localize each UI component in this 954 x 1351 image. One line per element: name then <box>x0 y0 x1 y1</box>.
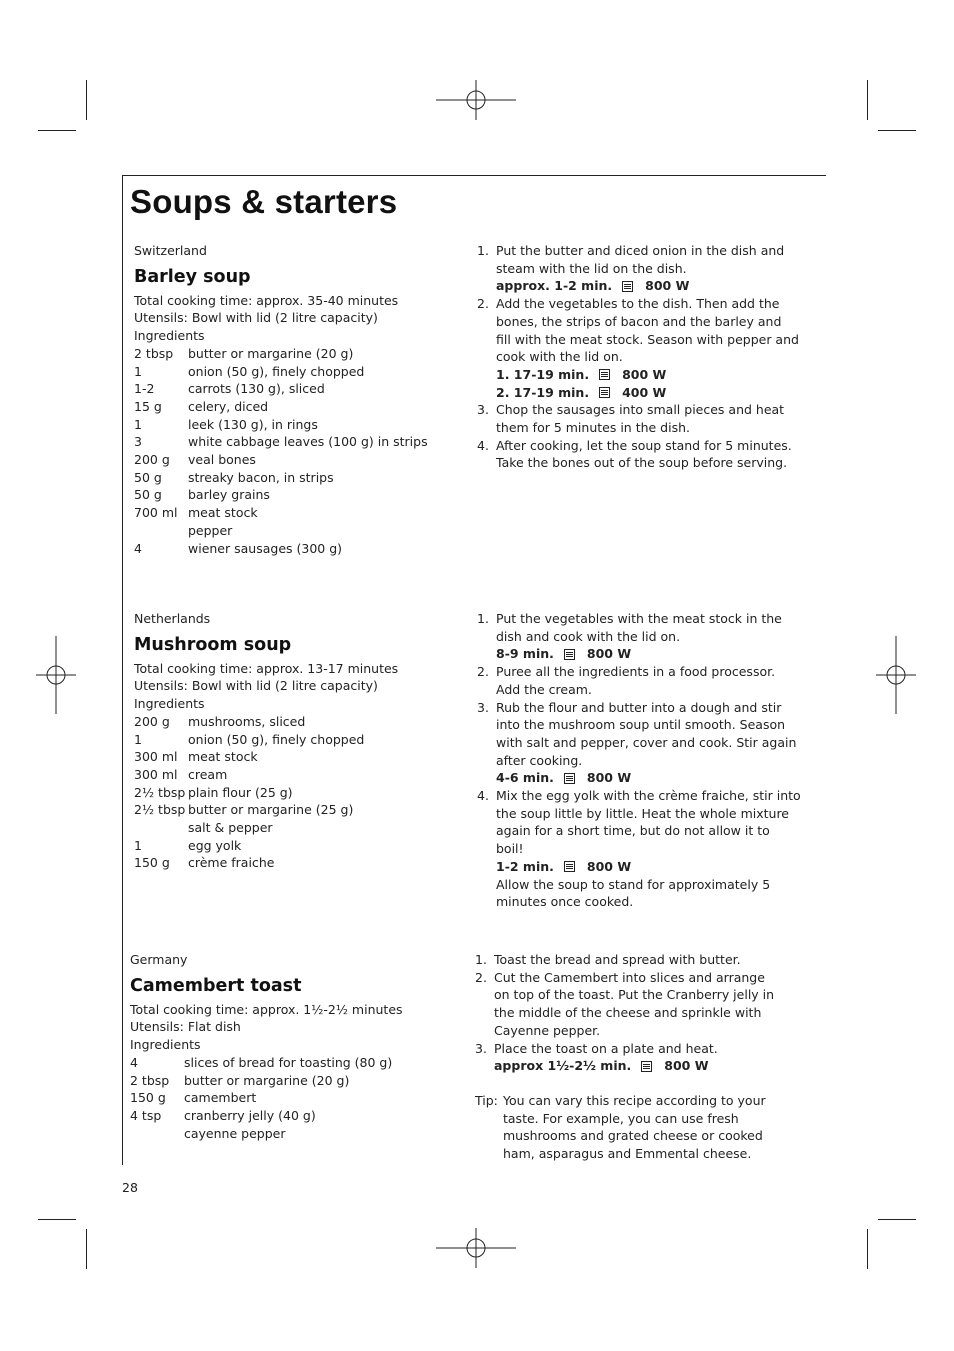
step-body <box>496 242 799 295</box>
power-setting <box>496 645 801 663</box>
ingredient-name: slices of bread for toasting (80 g) <box>184 1054 393 1070</box>
step-item <box>477 663 801 698</box>
ingredient-quantity <box>134 522 188 540</box>
ingredient-row <box>134 854 454 872</box>
registration-mark-right <box>876 636 916 714</box>
total-time: Total cooking time: approx. 13-17 minutes <box>134 660 399 676</box>
utensils: Utensils: Bowl with lid (2 litre capacity) <box>134 678 378 694</box>
step-text: Chop the sausages into small pieces and heat them for 5 minutes in the dish. <box>496 402 785 436</box>
power-level: 400 W <box>622 384 667 400</box>
ingredient-quantity: 4 <box>134 540 142 556</box>
total-time: Total cooking time: approx. 1½-2½ minutes <box>130 1001 403 1017</box>
step-text: Toast the bread and spread with butter. <box>494 952 741 967</box>
ingredient-row <box>134 713 454 731</box>
step-body <box>494 1040 775 1075</box>
cook-time: approx. 1-2 min. <box>496 278 613 294</box>
power-level: 800 W <box>586 770 632 786</box>
ingredient-name: crème fraiche <box>188 855 275 871</box>
step-body <box>496 401 799 436</box>
ingredient-row <box>134 837 454 855</box>
ingredients-label: Ingredients <box>130 1037 201 1053</box>
ingredient-quantity: 4 <box>130 1054 138 1070</box>
step-number: 1. <box>477 611 489 626</box>
ingredient-quantity: 200 g <box>134 713 170 729</box>
power-level: 800 W <box>586 646 632 662</box>
step-item <box>477 699 801 788</box>
step-text: Place the toast on a plate and heat. <box>494 1040 718 1056</box>
tip-label: Tip: <box>475 1093 498 1108</box>
power-setting <box>496 277 799 295</box>
microwave-icon <box>599 369 610 380</box>
ingredient-name: mushrooms, sliced <box>188 713 306 729</box>
recipe-camembert-toast <box>130 951 450 1142</box>
ingredient-row <box>134 398 454 416</box>
step-text: Puree all the ingredients in a food processor. Add the cream. <box>496 664 776 697</box>
recipe-name: Mushroom soup <box>134 634 292 655</box>
ingredient-quantity: 1 <box>134 837 142 853</box>
ingredient-name: onion (50 g), finely chopped <box>188 363 365 379</box>
ingredients-label: Ingredients <box>134 328 205 344</box>
ingredient-name: butter or margarine (25 g) <box>188 802 354 818</box>
step-number: 2. <box>477 664 489 680</box>
ingredient-name: meat stock <box>188 749 258 765</box>
ingredient-name: onion (50 g), finely chopped <box>188 731 365 747</box>
ingredient-row <box>134 731 454 749</box>
step-body <box>496 699 801 788</box>
power-setting <box>494 1057 775 1075</box>
cook-time: 8-9 min. <box>496 646 554 662</box>
ingredient-row <box>130 1089 450 1107</box>
ingredient-name: celery, diced <box>188 398 269 414</box>
power-level: 800 W <box>645 278 690 294</box>
step-item <box>477 610 801 663</box>
ingredient-row <box>134 819 454 837</box>
ingredient-quantity: 200 g <box>134 452 170 468</box>
step-number: 2. <box>475 969 487 985</box>
microwave-icon <box>599 387 610 398</box>
steps-camembert-toast <box>475 951 775 1075</box>
left-margin-rule <box>122 175 123 1165</box>
page-title: Soups & starters <box>130 183 398 220</box>
microwave-icon <box>564 649 575 660</box>
page-number: 28 <box>122 1180 138 1195</box>
power-setting <box>496 769 801 787</box>
step-item <box>477 437 799 472</box>
power-level: 800 W <box>586 858 632 874</box>
step-number: 2. <box>477 296 489 312</box>
recipe-name: Barley soup <box>134 266 251 287</box>
step-body <box>496 437 799 472</box>
ingredient-row <box>134 416 454 434</box>
ingredient-quantity: 1 <box>134 731 142 747</box>
steps-barley-soup <box>477 242 799 472</box>
step-item <box>475 1040 775 1075</box>
ingredient-quantity: 2½ tbsp <box>134 784 186 800</box>
cook-time: 4-6 min. <box>496 770 554 786</box>
ingredient-name: cream <box>188 766 228 782</box>
step-item <box>475 969 775 1040</box>
ingredient-row <box>130 1107 450 1125</box>
step-number: 3. <box>475 1040 487 1056</box>
ingredient-row <box>134 380 454 398</box>
step-item <box>477 295 799 401</box>
header-rule <box>122 175 826 176</box>
step-text: Put the butter and diced onion in the dish and steam with the lid on the dish. <box>496 243 785 276</box>
microwave-icon <box>564 861 575 872</box>
step-text: Cut the Camembert into slices and arrange on top of the toast. Put the Cranberry jelly in the middle of the cheese and sprinkle with Cayenne pepper. <box>494 969 775 1038</box>
ingredient-row <box>134 748 454 766</box>
registration-mark-top <box>436 80 516 120</box>
ingredient-quantity: 50 g <box>134 469 162 485</box>
step-text: Add the vegetables to the dish. Then add the bones, the strips of bacon and the barley and fill with the meat stock. Season with pepper and cook with the lid on. <box>496 296 799 365</box>
ingredient-quantity: 1 <box>134 416 142 432</box>
ingredient-quantity: 150 g <box>134 855 170 871</box>
utensils: Utensils: Bowl with lid (2 litre capacity) <box>134 310 378 326</box>
ingredient-name: meat stock <box>188 505 258 521</box>
ingredient-quantity: 50 g <box>134 487 162 503</box>
tip <box>475 1092 775 1163</box>
ingredient-row <box>134 540 454 558</box>
ingredient-row <box>134 433 454 451</box>
step-item <box>477 787 801 911</box>
step-number: 3. <box>477 402 489 418</box>
tip-text: You can vary this recipe according to your taste. For example, you can use fresh mushrooms and grated cheese or cooked ham, asparagus and Emmental cheese. <box>503 1093 766 1162</box>
power-setting <box>496 366 799 384</box>
step-number: 1. <box>477 243 489 258</box>
ingredient-name: wiener sausages (300 g) <box>188 540 343 556</box>
ingredient-name: egg yolk <box>188 837 242 853</box>
registration-mark-left <box>36 636 76 714</box>
step-number: 4. <box>477 437 489 453</box>
ingredient-quantity: 4 tsp <box>130 1107 162 1123</box>
ingredient-name: cranberry jelly (40 g) <box>184 1107 316 1123</box>
power-setting <box>496 384 799 402</box>
ingredient-row <box>130 1054 450 1072</box>
ingredient-quantity: 300 ml <box>134 749 178 765</box>
ingredient-list <box>130 1054 450 1143</box>
step-number: 3. <box>477 699 489 715</box>
ingredient-row <box>134 469 454 487</box>
registration-mark-bottom <box>436 1228 516 1268</box>
step-body <box>494 951 775 969</box>
step-note: Allow the soup to stand for approximately 5 minutes once cooked. <box>496 876 771 910</box>
recipe-barley-soup <box>134 242 454 557</box>
ingredient-row <box>134 504 454 522</box>
ingredient-row <box>130 1125 450 1143</box>
ingredient-quantity: 700 ml <box>134 505 178 521</box>
ingredient-name: white cabbage leaves (100 g) in strips <box>188 434 428 450</box>
ingredient-row <box>134 451 454 469</box>
ingredient-row <box>134 522 454 540</box>
cook-time: 2. 17-19 min. <box>496 384 590 400</box>
ingredient-name: leek (130 g), in rings <box>188 416 318 432</box>
step-item <box>477 242 799 295</box>
power-level: 800 W <box>622 366 667 382</box>
total-time: Total cooking time: approx. 35-40 minutes <box>134 292 399 308</box>
ingredient-quantity: 1-2 <box>134 381 155 397</box>
ingredient-quantity: 150 g <box>130 1090 166 1106</box>
step-item <box>477 401 799 436</box>
ingredient-row <box>134 784 454 802</box>
step-body <box>494 969 775 1040</box>
ingredient-name: barley grains <box>188 487 270 503</box>
ingredient-name: plain flour (25 g) <box>188 784 293 800</box>
microwave-icon <box>622 281 633 292</box>
recipe-country: Netherlands <box>134 611 211 626</box>
ingredient-name: butter or margarine (20 g) <box>184 1072 350 1088</box>
recipe-country: Switzerland <box>134 243 207 258</box>
ingredient-name: cayenne pepper <box>184 1125 286 1141</box>
step-text: Put the vegetables with the meat stock in the dish and cook with the lid on. <box>496 611 782 644</box>
ingredient-quantity: 2½ tbsp <box>134 802 186 818</box>
ingredients-label: Ingredients <box>134 696 205 712</box>
cook-time: approx 1½-2½ min. <box>494 1058 632 1074</box>
ingredient-name: pepper <box>188 522 233 538</box>
step-item <box>475 951 775 969</box>
ingredient-quantity: 300 ml <box>134 766 178 782</box>
ingredient-list <box>134 345 454 557</box>
ingredient-quantity: 1 <box>134 363 142 379</box>
step-number: 4. <box>477 788 489 804</box>
ingredient-name: camembert <box>184 1090 257 1106</box>
step-body <box>496 787 801 911</box>
ingredient-name: salt & pepper <box>188 820 273 836</box>
step-body <box>496 610 801 663</box>
recipe-country: Germany <box>130 952 188 967</box>
ingredient-row <box>134 486 454 504</box>
step-text: After cooking, let the soup stand for 5 minutes. Take the bones out of the soup before serving. <box>496 437 792 471</box>
ingredient-name: butter or margarine (20 g) <box>188 345 354 361</box>
power-setting <box>496 858 801 876</box>
power-level: 800 W <box>664 1058 709 1074</box>
ingredient-quantity <box>130 1125 184 1143</box>
ingredient-name: veal bones <box>188 452 256 468</box>
step-body <box>496 295 799 401</box>
step-number: 1. <box>475 952 487 967</box>
cook-time: 1. 17-19 min. <box>496 366 590 382</box>
recipe-mushroom-soup <box>134 610 454 872</box>
step-body <box>496 663 801 698</box>
ingredient-row <box>134 345 454 363</box>
microwave-icon <box>641 1061 652 1072</box>
cook-time: 1-2 min. <box>496 858 554 874</box>
ingredient-row <box>134 766 454 784</box>
ingredient-name: streaky bacon, in strips <box>188 469 334 485</box>
steps-mushroom-soup <box>477 610 801 911</box>
microwave-icon <box>564 773 575 784</box>
utensils: Utensils: Flat dish <box>130 1019 241 1035</box>
ingredient-name: carrots (130 g), sliced <box>188 381 325 397</box>
ingredient-row <box>134 801 454 819</box>
ingredient-quantity: 2 tbsp <box>134 345 174 361</box>
ingredient-quantity <box>134 819 188 837</box>
ingredient-row <box>130 1072 450 1090</box>
recipe-name: Camembert toast <box>130 975 302 996</box>
ingredient-quantity: 2 tbsp <box>130 1072 170 1088</box>
ingredient-row <box>134 363 454 381</box>
step-text: Rub the flour and butter into a dough and stir into the mushroom soup until smooth. Season with salt and pepper, cover and cook. Stir again after cooking. <box>496 699 797 768</box>
ingredient-quantity: 15 g <box>134 398 162 414</box>
ingredient-quantity: 3 <box>134 434 142 450</box>
ingredient-list <box>134 713 454 872</box>
step-text: Mix the egg yolk with the crème fraiche, stir into the soup little by little. Heat the whole mixture again for a short time, but do not allow it to boil! <box>496 788 801 857</box>
